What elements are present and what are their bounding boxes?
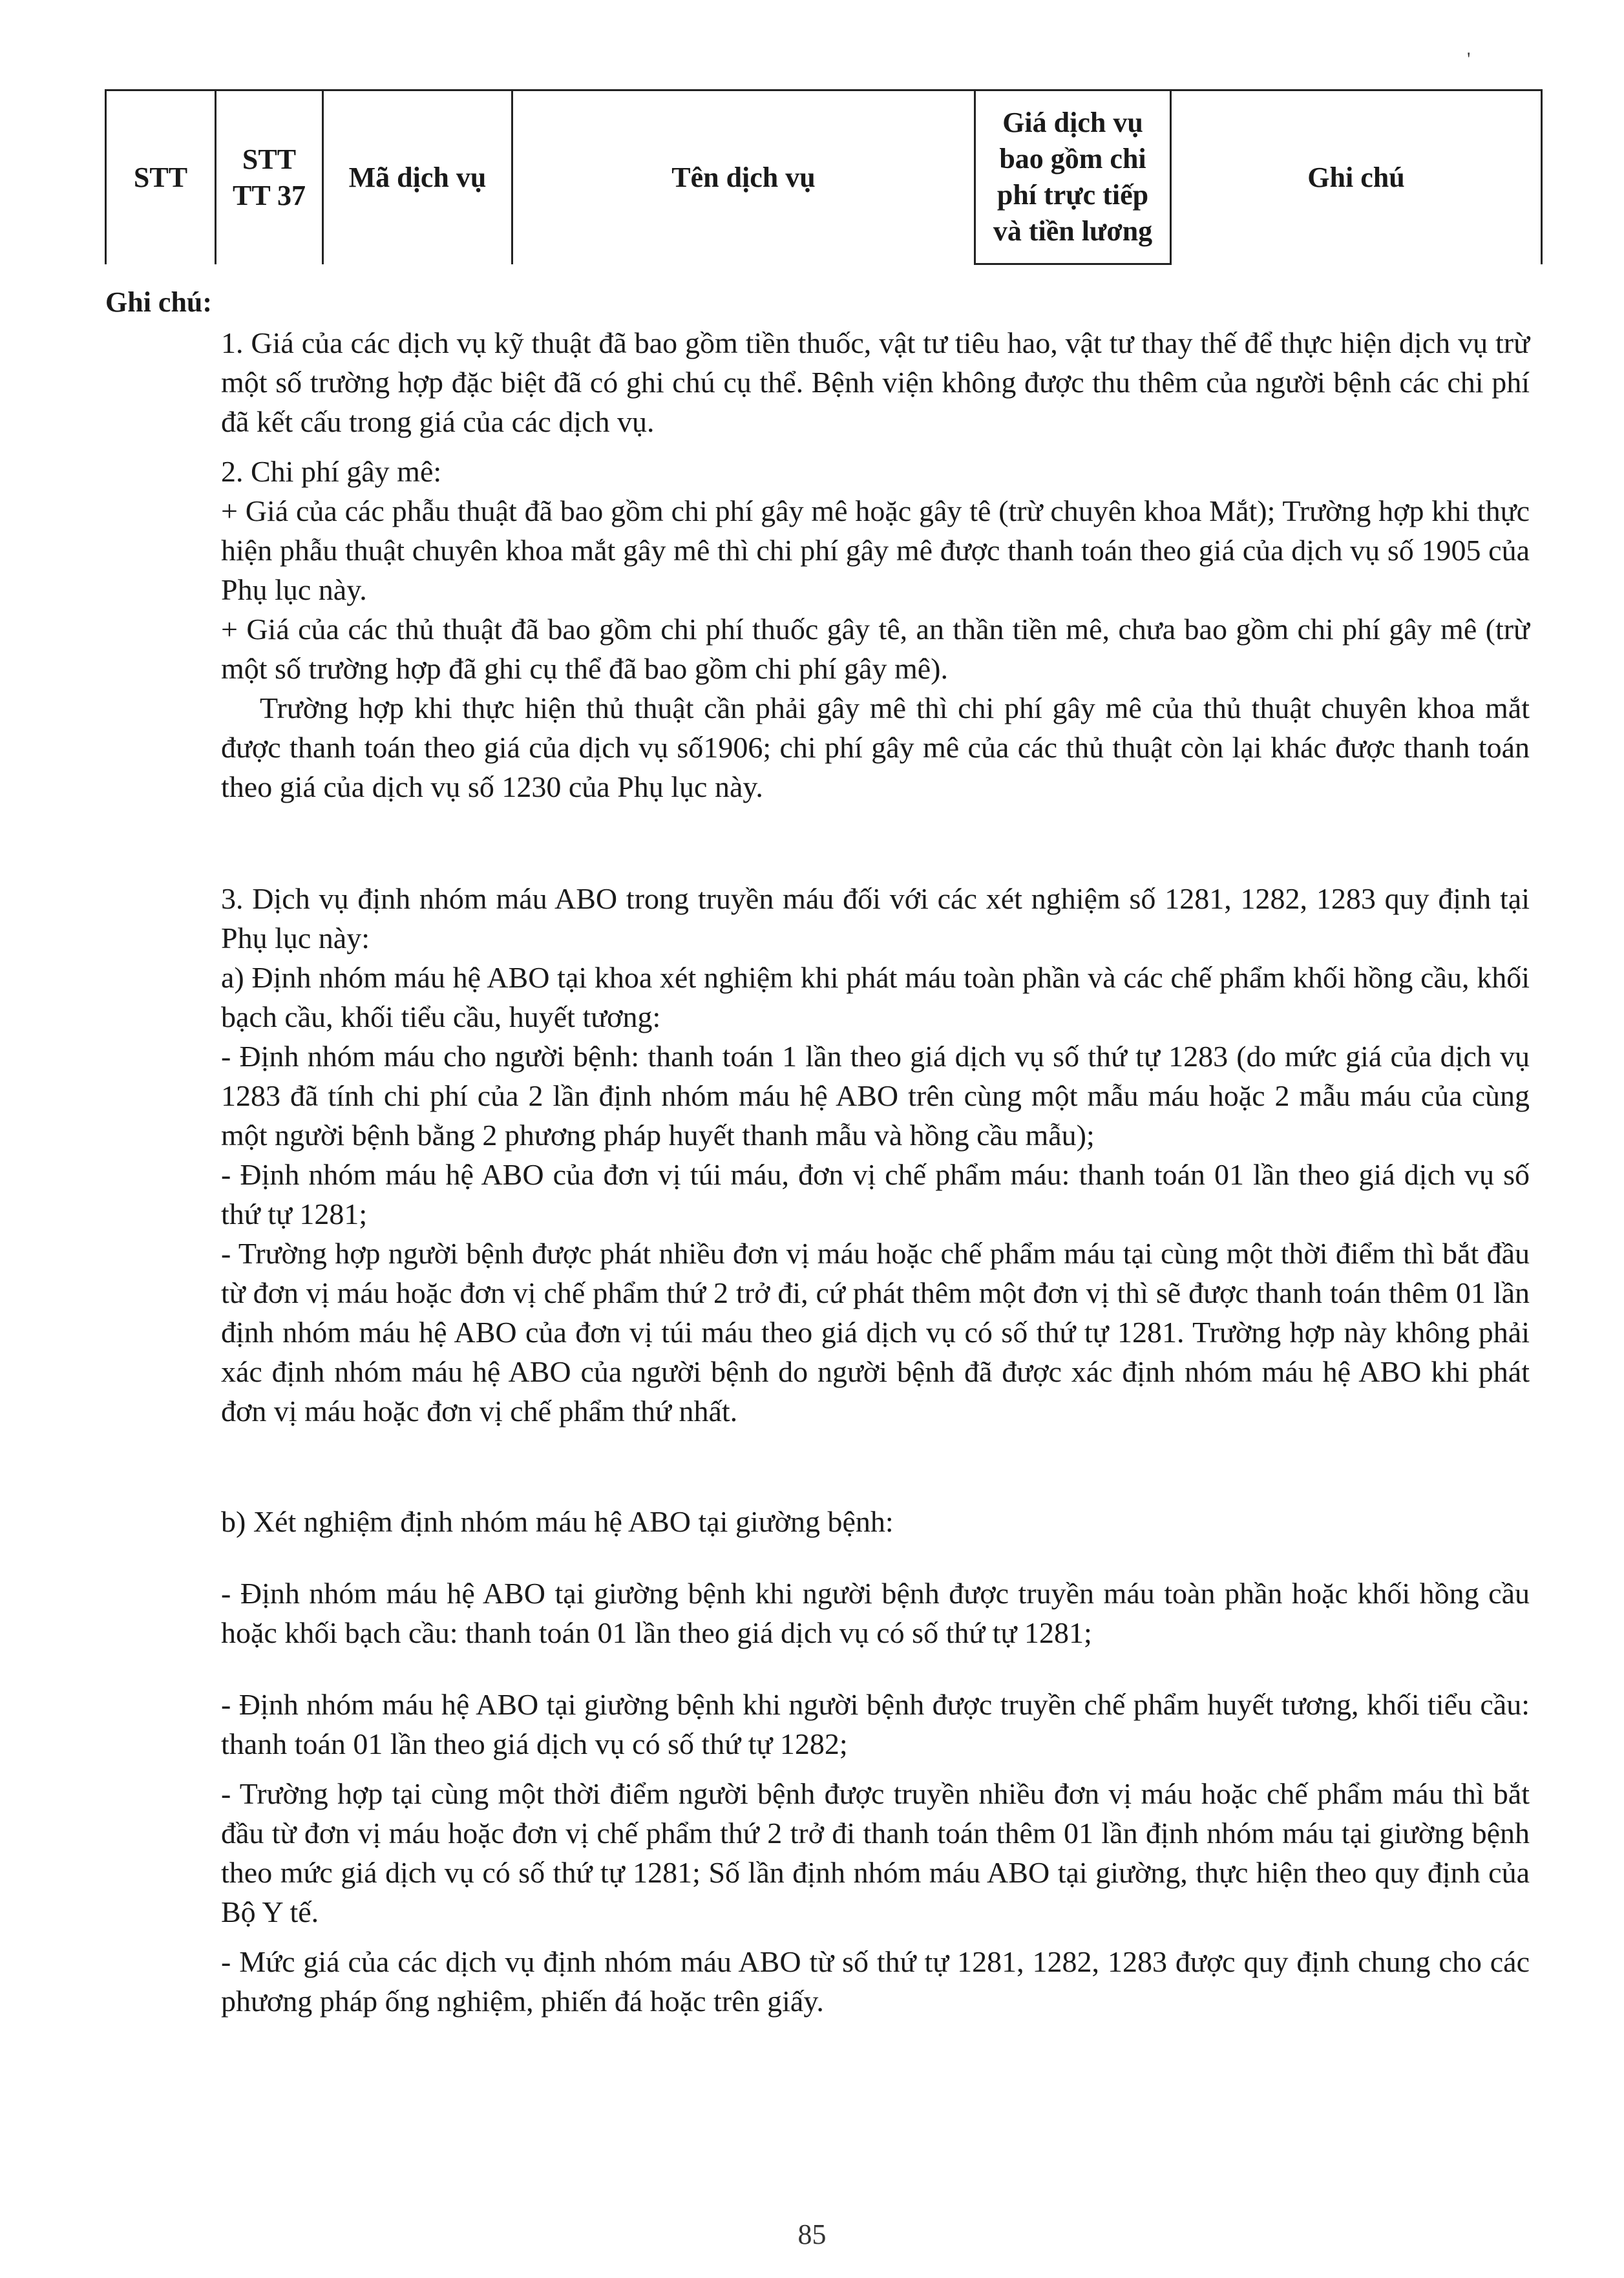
col-stt: STT: [106, 90, 216, 264]
note-2-surgery: + Giá của các phẫu thuật đã bao gồm chi phí gây mê hoặc gây tê (trừ chuyên khoa Mắt); Trường hợp khi thực hiện phẫu thuật chuyên khoa mắt gây mê thì chi phí gây mê được thanh toán theo giá của dịch vụ số 1905 của Phụ lục này.: [221, 494, 1530, 606]
note-3b-item-1: - Định nhóm máu hệ ABO tại giường bệnh khi người bệnh được truyền máu toàn phần hoặc khối hồng cầu hoặc khối bạch cầu: thanh toán 01 lần theo giá dịch vụ có số thứ tự 1281;: [221, 1577, 1530, 1649]
page-number: 85: [797, 2219, 827, 2250]
corner-mark: ': [1467, 48, 1471, 70]
col-ma-dich-vu: Mã dịch vụ: [323, 90, 512, 264]
note-2-anesthesia-case: Trường hợp khi thực hiện thủ thuật cần phải gây mê thì chi phí gây mê của thủ thuật chuyên khoa mắt được thanh toán theo giá của dịch vụ số1906; chi phí gây mê của các thủ thuật còn lại khác được thanh toán theo giá của dịch vụ số 1230 của Phụ lục này.: [221, 691, 1530, 803]
col-stt-tt37: STT TT 37: [216, 90, 323, 264]
note-2-title: 2. Chi phí gây mê:: [221, 455, 442, 488]
notes-body: [221, 323, 1530, 2021]
note-3b-item-3: - Trường hợp tại cùng một thời điểm người bệnh được truyền nhiều đơn vị máu hoặc chế phẩm máu thì bắt đầu từ đơn vị máu hoặc đơn vị chế phẩm thứ 2 trở đi thanh toán thêm 01 lần định nhóm máu tại giường bệnh theo mức giá dịch vụ có số thứ tự 1281; Số lần định nhóm máu ABO tại giường, thực hiện theo quy định của Bộ Y tế.: [221, 1777, 1530, 1928]
note-3a-item-3: - Trường hợp người bệnh được phát nhiều đơn vị máu hoặc chế phẩm máu tại cùng một thời điểm thì bắt đầu từ đơn vị máu hoặc đơn vị chế phẩm thứ 2 trở đi, cứ phát thêm một đơn vị thì sẽ được thanh toán thêm 01 lần định nhóm máu hệ ABO của đơn vị túi máu theo giá dịch vụ có số thứ tự 1281. Trường hợp này không phải xác định nhóm máu hệ ABO của người bệnh do người bệnh đã được xác định nhóm máu hệ ABO khi phát đơn vị máu hoặc đơn vị chế phẩm thứ nhất.: [221, 1237, 1530, 1428]
col-ten-dich-vu: Tên dịch vụ: [512, 90, 975, 264]
note-3b-item-2: - Định nhóm máu hệ ABO tại giường bệnh khi người bệnh được truyền chế phẩm huyết tương, khối tiểu cầu: thanh toán 01 lần theo giá dịch vụ có số thứ tự 1282;: [221, 1688, 1530, 1760]
note-3b-title: b) Xét nghiệm định nhóm máu hệ ABO tại giường bệnh:: [221, 1505, 894, 1538]
note-2-procedure: + Giá của các thủ thuật đã bao gồm chi phí thuốc gây tê, an thần tiền mê, chưa bao gồm chi phí gây mê (trừ một số trường hợp đã ghi cụ thể đã bao gồm chi phí gây mê).: [221, 613, 1530, 685]
col-ghi-chu: Ghi chú: [1171, 90, 1542, 264]
note-3a-title: a) Định nhóm máu hệ ABO tại khoa xét nghiệm khi phát máu toàn phần và các chế phẩm khối hồng cầu, khối bạch cầu, khối tiểu cầu, huyết tương:: [221, 961, 1530, 1033]
note-1: 1. Giá của các dịch vụ kỹ thuật đã bao gồm tiền thuốc, vật tư tiêu hao, vật tư thay thế để thực hiện dịch vụ trừ một số trường hợp đặc biệt đã có ghi chú cụ thể. Bệnh viện không được thu thêm của người bệnh các chi phí đã kết cấu trong giá của các dịch vụ.: [221, 326, 1530, 438]
note-3-title: 3. Dịch vụ định nhóm máu ABO trong truyền máu đối với các xét nghiệm số 1281, 1282, 1283 quy định tại Phụ lục này:: [221, 882, 1530, 954]
notes-title: Ghi chú:: [105, 286, 213, 318]
col-gia-dich-vu: Giá dịch vụ bao gồm chi phí trực tiếp và tiền lương: [975, 90, 1171, 264]
note-3a-item-1: - Định nhóm máu cho người bệnh: thanh toán 1 lần theo giá dịch vụ số thứ tự 1283 (do mức giá của dịch vụ 1283 đã tính chi phí của 2 lần định nhóm máu hệ ABO trên cùng một mẫu máu hoặc 2 mẫu máu của cùng một người bệnh bằng 2 phương pháp huyết thanh mẫu và hồng cầu mẫu);: [221, 1040, 1530, 1152]
note-3b-item-4: - Mức giá của các dịch vụ định nhóm máu ABO từ số thứ tự 1281, 1282, 1283 được quy định chung cho các phương pháp ống nghiệm, phiến đá hoặc trên giấy.: [221, 1945, 1530, 2018]
service-table-header: [105, 89, 1543, 265]
note-3a-item-2: - Định nhóm máu hệ ABO của đơn vị túi máu, đơn vị chế phẩm máu: thanh toán 01 lần theo giá dịch vụ số thứ tự 1281;: [221, 1158, 1530, 1230]
